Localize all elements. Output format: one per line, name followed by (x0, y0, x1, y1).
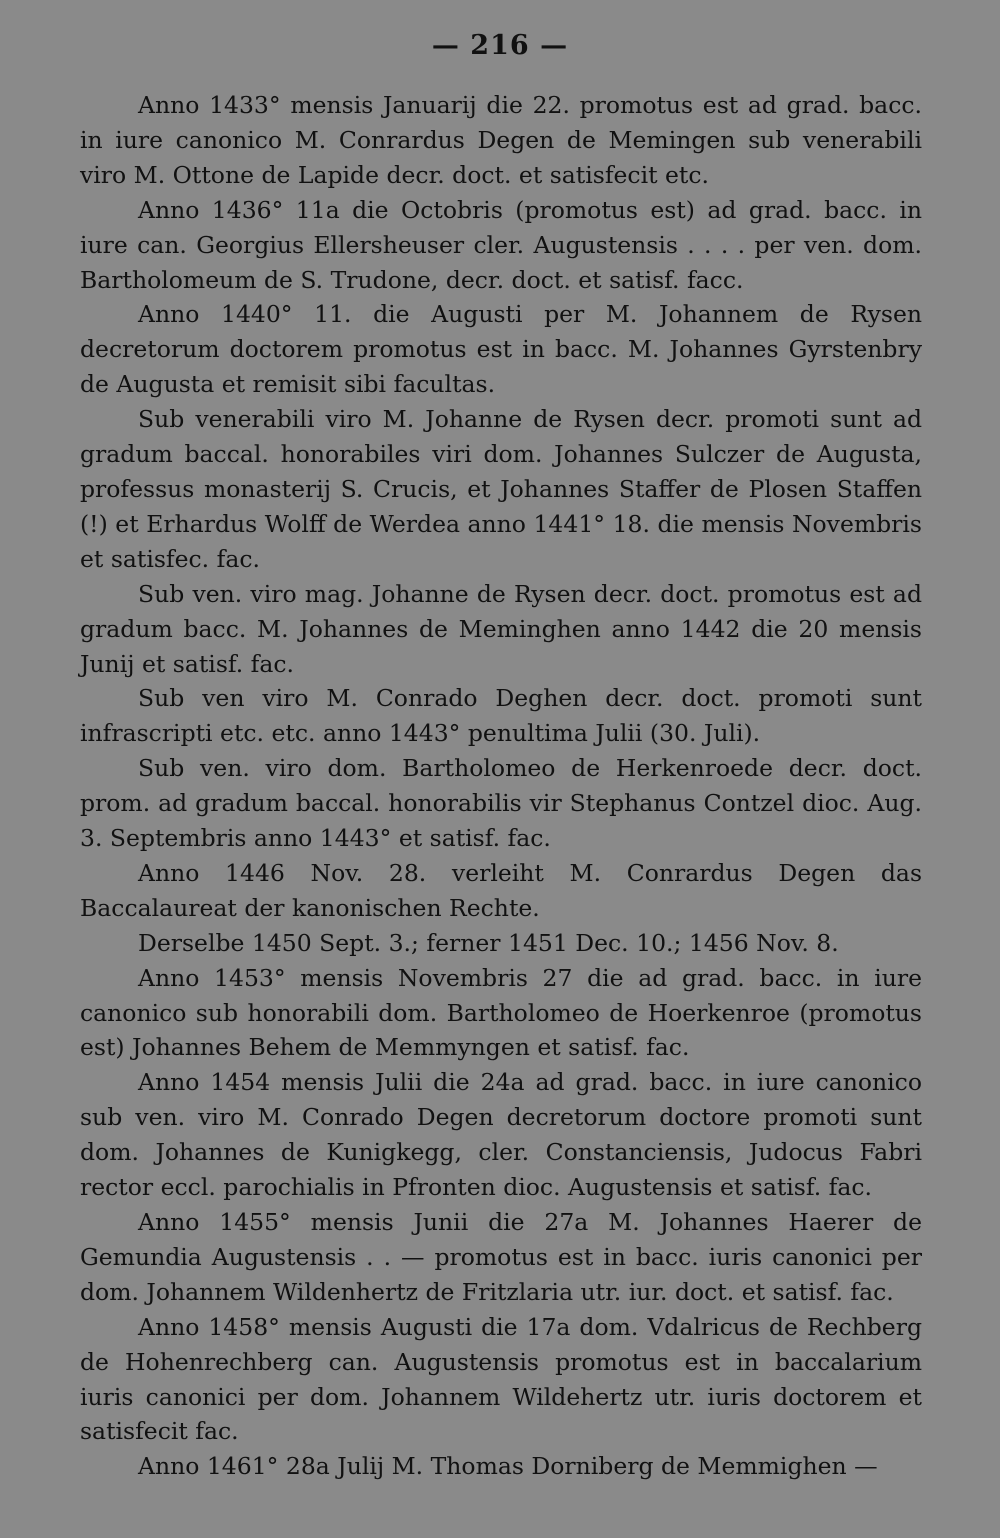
paragraph-3: Anno 1440° 11. die Augusti per M. Johannem de Rysen decretorum doctorem promotus est in bacc. M. Johannes Gyrstenbry de Augusta et remisit sibi facultas. (80, 300, 922, 399)
paragraph-12: Anno 1455° mensis Junii die 27a M. Johannes Haerer de Gemundia Augustensis . . — promotus est in bacc. iuris canonici per dom. Johannem Wildenhertz de Fritzlaria utr. iur. doct. et satisf. fac. (80, 1208, 922, 1306)
paragraph-14: Anno 1461° 28a Julij M. Thomas Dorniberg de Memmighen — (138, 1452, 878, 1481)
paragraph-13: Anno 1458° mensis Augusti die 17a dom. Vdalricus de Rechberg de Hohenrechberg can. Augustensis promotus est in baccalarium iuris canonici per dom. Johannem Wildehertz utr. iuris doctorem et satisfecit fac. (80, 1312, 922, 1446)
paragraph-4: Sub venerabili viro M. Johanne de Rysen decr. promoti sunt ad gradum baccal. honorabiles viri dom. Johannes Sulczer de Augusta, professus monasterij S. Crucis, et Johannes Staffer de Plosen Staffen (!) et Erhardus Wolff de Werdea anno 1441° 18. die mensis Novembris et satisfec. fac. (80, 405, 922, 573)
paragraph-5: Sub ven. viro mag. Johanne de Rysen decr. doct. promotus est ad gradum bacc. M. Johannes de Meminghen anno 1442 die 20 mensis Junij et satisf. fac. (80, 579, 922, 678)
paragraph-9: Derselbe 1450 Sept. 3.; ferner 1451 Dec. 10.; 1456 Nov. 8. (138, 928, 839, 957)
paragraph-7: Sub ven. viro dom. Bartholomeo de Herkenroede decr. doct. prom. ad gradum baccal. honorabilis vir Stephanus Contzel dioc. Aug. 3. Septembris anno 1443° et satisf. fac. (80, 754, 922, 853)
paragraph-11: Anno 1454 mensis Julii die 24a ad grad. bacc. in iure canonico sub ven. viro M. Conrado Degen decretorum doctore promoti sunt dom. Johannes de Kunigkegg, cler. Constanciensis, Judocus Fabri rector eccl. parochialis in Pfronten dioc. Augustensis et satisf. fac. (80, 1068, 922, 1202)
text-body (80, 88, 922, 1484)
page-number: — 216 — (431, 30, 569, 61)
paragraph-8: Anno 1446 Nov. 28. verleiht M. Conrardus Degen das Baccalaureat der kanonischen Rechte. (80, 858, 922, 922)
paragraph-10: Anno 1453° mensis Novembris 27 die ad grad. bacc. in iure canonico sub honorabili dom. Bartholomeo de Hoerkenroe (promotus est) Johannes Behem de Memmyngen et satisf. fac. (80, 963, 922, 1062)
paragraph-2: Anno 1436° 11a die Octobris (promotus est) ad grad. bacc. in iure can. Georgius Ellersheuser cler. Augustensis . . . . per ven. dom. Bartholomeum de S. Trudone, decr. doct. et satisf. facc. (80, 195, 922, 294)
paragraph-1: Anno 1433° mensis Januarij die 22. promotus est ad grad. bacc. in iure canonico M. Conrardus Degen de Memingen sub venerabili viro M. Ottone de Lapide decr. doct. et satisfecit etc. (80, 91, 922, 189)
paragraph-6: Sub ven viro M. Conrado Deghen decr. doct. promoti sunt infrascripti etc. etc. anno 1443° penultima Julii (30. Juli). (80, 684, 922, 748)
